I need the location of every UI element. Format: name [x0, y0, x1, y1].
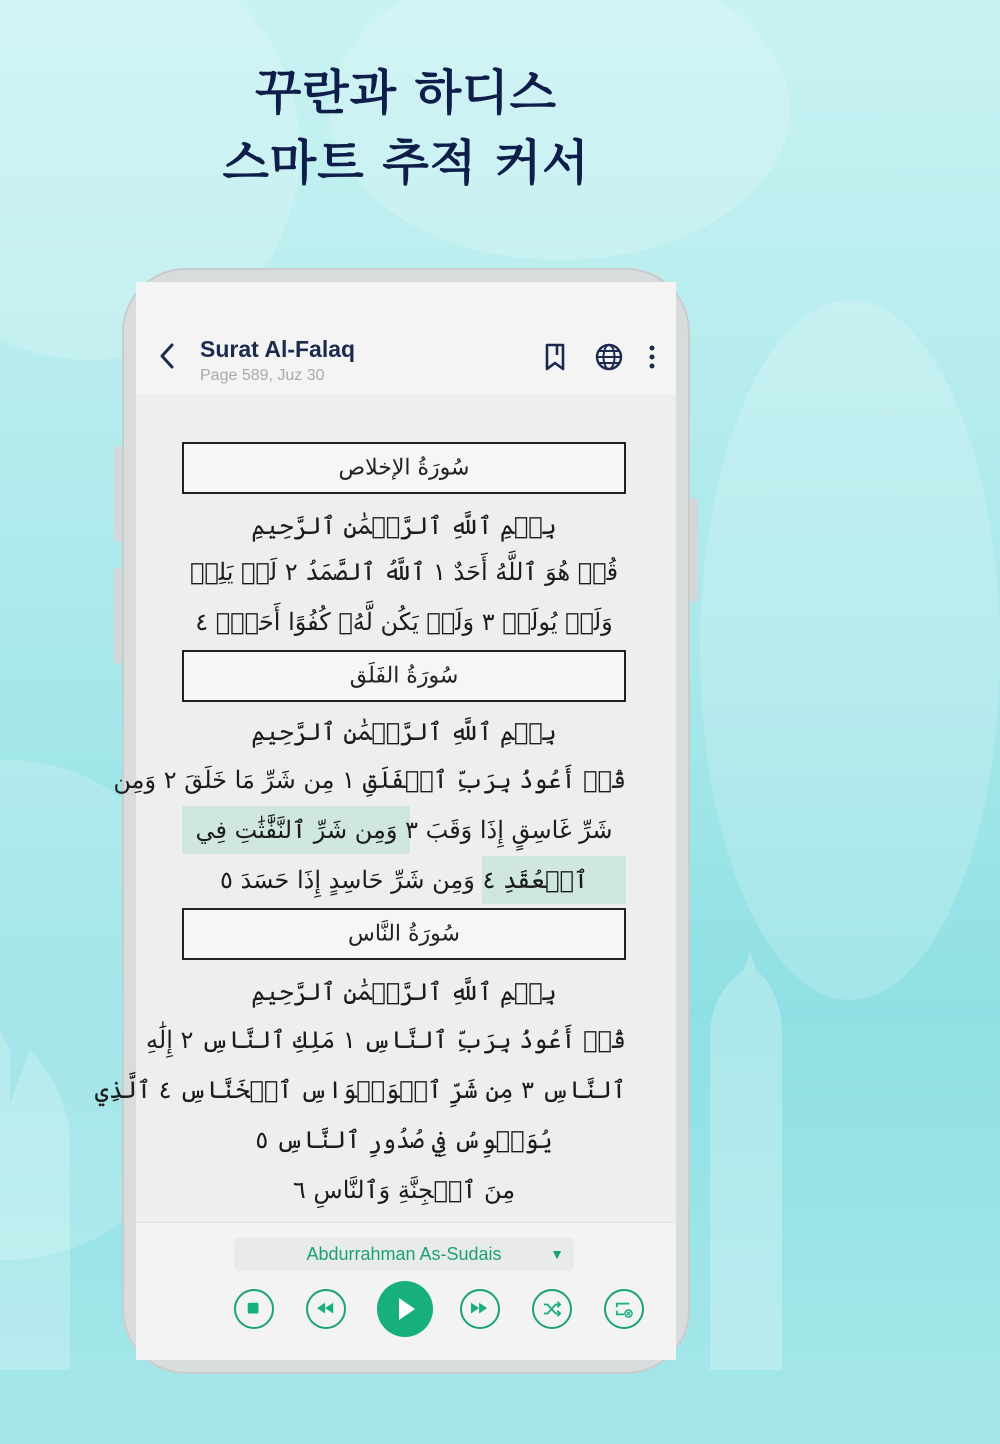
surah-header-label: سُورَةُ النَّاس: [348, 921, 460, 947]
shuffle-icon[interactable]: [532, 1289, 572, 1329]
mosque-silhouette: [0, 990, 110, 1370]
mushaf-page: [94, 394, 676, 1222]
ayah-line[interactable]: يُوَسۡوِسُ فِي صُدُورِ ٱلنَّاسِ ٥: [255, 1126, 553, 1154]
headline: [0, 58, 812, 198]
reciter-name: Abdurrahman As-Sudais: [306, 1244, 502, 1264]
surah-header-frame: [182, 908, 626, 960]
reciter-select[interactable]: [234, 1237, 574, 1271]
fast-forward-icon[interactable]: [460, 1289, 500, 1329]
surah-title: Surat Al-Falaq: [200, 336, 356, 362]
ayah-line[interactable]: قُلۡ هُوَ ٱللَّهُ أَحَدٌ ١ ٱللَّهُ ٱلصَّمَدُ ٢ لَمۡ يَلِدۡ: [189, 558, 619, 586]
globe-icon[interactable]: [594, 342, 624, 372]
ayah-line[interactable]: ٱلنَّاسِ ٣ مِن شَرِّ ٱلۡوَسۡوَاسِ ٱلۡخَنَّاسِ ٤ ٱلَّذِي: [94, 1076, 626, 1104]
ayah-line[interactable]: قُلۡ أَعُوذُ بِرَبِّ ٱلۡفَلَقِ ١ مِن شَرِّ مَا خَلَقَ ٢ وَمِن: [113, 766, 626, 794]
chevron-down-icon: ▼: [550, 1246, 564, 1262]
audio-player: [136, 1222, 676, 1360]
surah-header-label: سُورَةُ الإخلاص: [338, 455, 470, 481]
ayah-line[interactable]: قُلۡ أَعُوذُ بِرَبِّ ٱلنَّاسِ ١ مَلِكِ ٱلنَّاسِ ٢ إِلَٰهِ: [146, 1026, 626, 1054]
ayah-line[interactable]: مِنَ ٱلۡجِنَّةِ وَٱلنَّاسِ ٦: [292, 1176, 516, 1204]
bg-circle: [700, 300, 1000, 1000]
app-bar: [136, 282, 676, 392]
basmala-line: بِسۡمِ ٱللَّهِ ٱلرَّحۡمَٰنِ ٱلرَّحِيمِ: [251, 978, 557, 1006]
basmala-line: بِسۡمِ ٱللَّهِ ٱلرَّحۡمَٰنِ ٱلرَّحِيمِ: [251, 512, 557, 540]
mosque-silhouette: [690, 950, 812, 1370]
repeat-off-icon[interactable]: [604, 1289, 644, 1329]
headline-line-2: 스마트 추적 커서: [222, 135, 590, 191]
rewind-icon[interactable]: [306, 1289, 346, 1329]
phone-screen: [94, 282, 676, 1360]
headline-line-1: 꾸란과 하디스: [255, 65, 557, 121]
ayah-line[interactable]: شَرِّ غَاسِقٍ إِذَا وَقَبَ ٣ وَمِن شَرِّ ٱلنَّفَّٰثَٰتِ فِي: [195, 816, 613, 844]
basmala-line: بِسۡمِ ٱللَّهِ ٱلرَّحۡمَٰنِ ٱلرَّحِيمِ: [251, 718, 557, 746]
page-juz-info: Page 589, Juz 30: [200, 367, 325, 384]
stop-icon[interactable]: [234, 1289, 274, 1329]
more-vertical-icon[interactable]: [642, 342, 662, 372]
surah-header-label: سُورَةُ الفَلَق: [349, 663, 459, 689]
play-icon[interactable]: [377, 1281, 433, 1337]
ayah-line[interactable]: ٱلۡعُقَدِ ٤ وَمِن شَرِّ حَاسِدٍ إِذَا حَسَدَ ٥: [219, 866, 589, 894]
phone-side-button: [114, 446, 122, 542]
phone-power-button: [690, 498, 698, 602]
surah-header-frame: [182, 442, 626, 494]
surah-header-frame: [182, 650, 626, 702]
bookmark-icon[interactable]: [540, 342, 570, 372]
phone-frame: [94, 268, 690, 1374]
phone-side-button: [114, 568, 122, 664]
ayah-line[interactable]: وَلَمۡ يُولَدۡ ٣ وَلَمۡ يَكُن لَّهُۥ كُفُوًا أَحَدُۢ ٤: [195, 608, 613, 636]
back-chevron-icon[interactable]: [158, 342, 178, 370]
